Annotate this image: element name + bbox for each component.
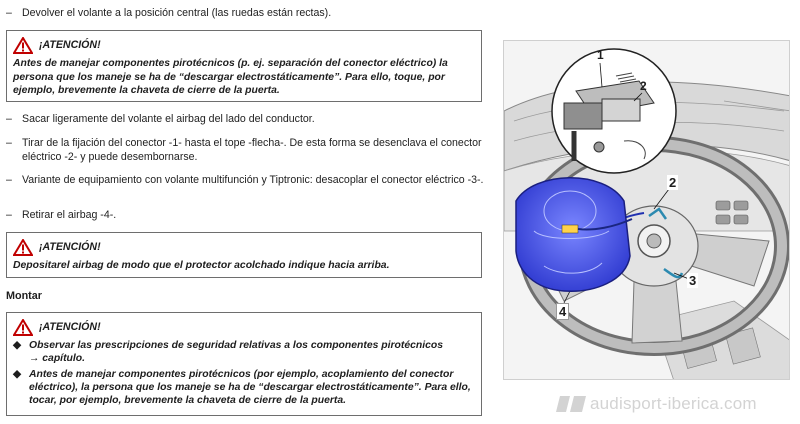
step-dash: –	[6, 7, 12, 19]
step-dash: –	[6, 209, 12, 221]
bullet-text-end: .	[82, 353, 86, 364]
warning-title: ¡ATENCIÓN!	[39, 321, 101, 333]
callout-2-detail: 2	[640, 79, 647, 93]
warning-box-assembly	[6, 312, 482, 416]
bullet-text-main: Observar las prescripciones de seguridad relativas a los componentes pirotécnicos	[29, 340, 444, 351]
step-dash: –	[6, 137, 12, 149]
bullet-diamond-icon: ◆	[13, 369, 21, 380]
step-text: Variante de equipamiento con volante multifunción y Tiptronic: desacoplar el conector eléctrico -3-.	[22, 174, 484, 186]
warning-box-esd	[6, 30, 482, 102]
callout-1: 1	[597, 48, 604, 62]
step-text: Sacar ligeramente del volante el airbag del lado del conductor.	[22, 113, 315, 125]
warning-triangle-icon	[13, 239, 33, 256]
watermark	[556, 394, 757, 414]
section-title-montar: Montar	[6, 290, 42, 302]
warning-triangle-icon	[13, 319, 33, 336]
step-dash: –	[6, 174, 12, 186]
warning-header	[13, 237, 475, 257]
bullet-text	[29, 339, 443, 365]
warning-title: ¡ATENCIÓN!	[39, 39, 101, 51]
callout-2: 2	[669, 175, 677, 190]
step-text: Devolver el volante a la posición central (las ruedas están rectas).	[22, 7, 332, 19]
step-remove-airbag	[6, 208, 492, 222]
warning-header	[13, 35, 475, 55]
warning-bullet-list	[13, 339, 475, 407]
warning-header	[13, 317, 475, 337]
airbag-removal-illustration	[503, 40, 790, 380]
watermark-text: audisport-iberica.com	[590, 394, 757, 413]
step-text: Retirar el airbag -4-.	[22, 209, 117, 221]
warning-title: ¡ATENCIÓN!	[39, 241, 101, 253]
callout-3: 3	[689, 273, 697, 288]
warning-bullet	[13, 368, 475, 407]
warning-triangle-icon	[13, 37, 33, 54]
step-release-connector	[6, 136, 492, 164]
airbag-module-shape	[516, 178, 630, 291]
step-dash: –	[6, 113, 12, 125]
callout-4: 4	[556, 303, 569, 320]
step-multifunction-connector	[6, 173, 492, 187]
warning-bullet	[13, 339, 475, 365]
bullet-diamond-icon: ◆	[13, 340, 21, 351]
audisport-logo-icon	[556, 396, 586, 412]
bullet-text: Antes de manejar componentes pirotécnicos (por ejemplo, acoplamiento del conector eléctrico), la persona que los maneje se ha de “descargar electrostáticamente”. Para ello, tocar, por ejemplo, brevemente la chaveta de cierre de la puerta.	[29, 369, 471, 406]
warning-text: Antes de manejar componentes pirotécnicos (p. ej. separación del conector eléctrico) la persona que los maneje se ha de “descargar electrostáticamente”. Para ello, toque, por ejemplo, brevemente la chaveta de cierre de la puerta.	[13, 58, 448, 96]
warning-box-storage	[6, 232, 482, 278]
step-text: Tirar de la fijación del conector -1- hasta el tope -flecha-. De esta forma se desenclava el conector eléctrico -2- y puede desembornarse.	[22, 137, 482, 163]
steering-wheel-drawing	[504, 41, 790, 380]
step-center-wheel	[6, 6, 492, 20]
step-pull-airbag	[6, 112, 492, 126]
warning-text: Depositarel airbag de modo que el protector acolchado indique hacia arriba.	[13, 260, 390, 271]
chapter-link[interactable]: → capítulo	[29, 353, 83, 364]
